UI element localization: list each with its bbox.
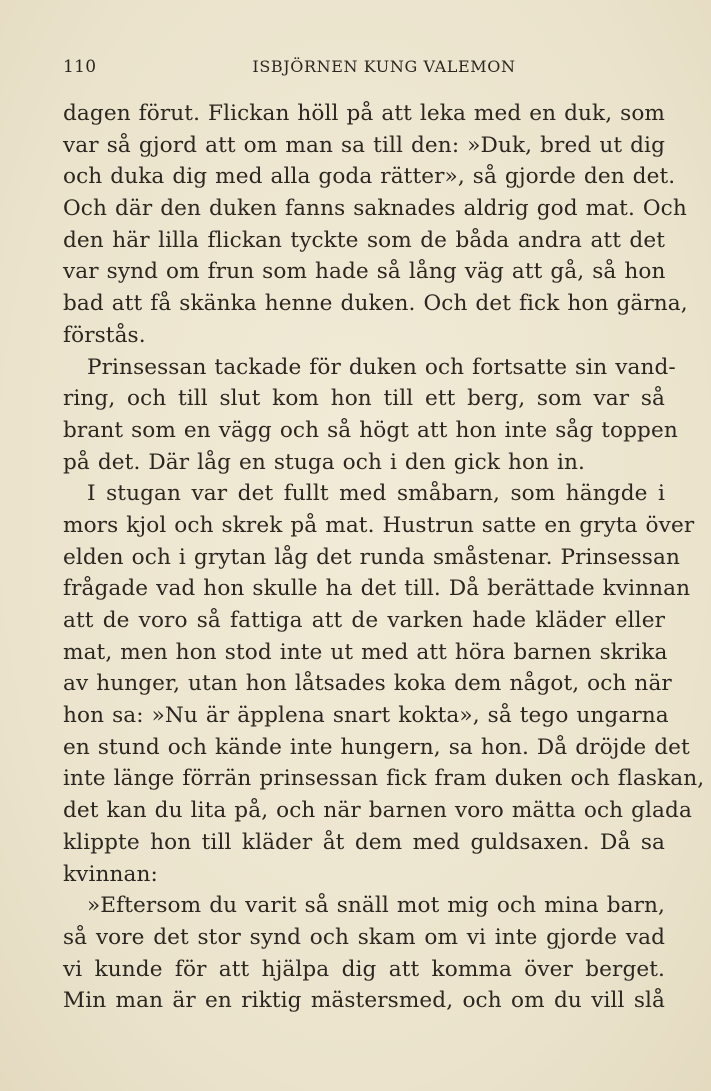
- page-number: 110: [63, 57, 97, 77]
- text-line: I stugan var det fullt med småbarn, som hängde i: [87, 481, 665, 507]
- text-line: Prinsessan tackade för duken och fortsatte sin vand-: [87, 354, 676, 380]
- text-line: bad att få skänka henne duken. Och det fick hon gärna,: [63, 291, 688, 317]
- text-line: av hunger, utan hon låtsades koka dem något, och när: [63, 671, 672, 697]
- text-line: brant som en vägg och så högt att hon inte såg toppen: [63, 417, 678, 443]
- text-line: elden och i grytan låg det runda småstenar. Prinsessan: [63, 544, 680, 570]
- text-line: mat, men hon stod inte ut med att höra barnen skrika: [63, 639, 668, 665]
- text-line: hon sa: »Nu är äpplena snart kokta», så tego ungarna: [63, 703, 669, 729]
- text-line: vi kunde för att hjälpa dig att komma över berget.: [63, 956, 665, 982]
- text-line: förstås.: [63, 322, 146, 348]
- text-line: mors kjol och skrek på mat. Hustrun satte en gryta över: [63, 512, 695, 538]
- text-line: »Eftersom du varit så snäll mot mig och mina barn,: [87, 893, 665, 919]
- text-line: klippte hon till kläder åt dem med guldsaxen. Då sa: [63, 829, 665, 855]
- text-line: inte länge förrän prinsessan fick fram duken och flaskan,: [63, 766, 705, 792]
- text-line: på det. Där låg en stuga och i den gick hon in.: [63, 449, 586, 475]
- text-line: dagen förut. Flickan höll på att leka med en duk, som: [63, 101, 665, 126]
- page-header: [63, 57, 665, 87]
- text-line: det kan du lita på, och när barnen voro mätta och glada: [63, 798, 692, 824]
- body-text: [63, 98, 705, 1017]
- text-line: att de voro så fattiga att de varken hade kläder eller: [63, 608, 665, 633]
- text-line: och duka dig med alla goda rätter», så gjorde den det.: [63, 164, 676, 190]
- text-line: ring, och till slut kom hon till ett berg, som var så: [63, 386, 665, 412]
- text-line: så vore det stor synd och skam om vi inte gjorde vad: [63, 924, 665, 950]
- running-title: ISBJÖRNEN KUNG VALEMON: [252, 57, 516, 76]
- text-line: den här lilla flickan tyckte som de båda andra att det: [63, 227, 665, 253]
- text-line: var synd om frun som hade så lång väg att gå, så hon: [63, 259, 666, 285]
- text-line: kvinnan:: [63, 861, 158, 887]
- text-line: Och där den duken fanns saknades aldrig god mat. Och: [63, 196, 687, 222]
- text-line: frågade vad hon skulle ha det till. Då berättade kvinnan: [63, 576, 691, 602]
- text-line: Min man är en riktig mästersmed, och om du vill slå: [63, 988, 665, 1014]
- text-line: en stund och kände inte hungern, sa hon. Då dröjde det: [63, 734, 690, 760]
- text-line: var så gjord att om man sa till den: »Duk, bred ut dig: [63, 132, 665, 158]
